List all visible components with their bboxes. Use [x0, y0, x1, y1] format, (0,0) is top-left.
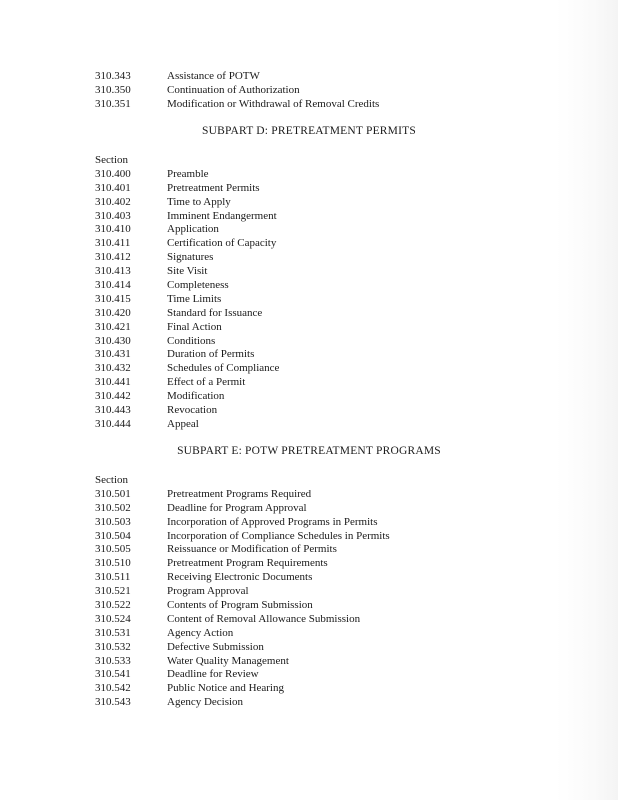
section-title: Public Notice and Hearing — [167, 682, 284, 695]
section-number: 310.502 — [95, 501, 131, 514]
section-title: Schedules of Compliance — [167, 362, 280, 375]
section-title: Completeness — [167, 279, 229, 292]
section-entry — [95, 571, 575, 585]
section-title: Duration of Permits — [167, 348, 255, 361]
section-number: 310.410 — [95, 223, 131, 236]
section-entry — [95, 696, 575, 710]
section-title: Final Action — [167, 320, 222, 333]
section-title: Appeal — [167, 417, 199, 430]
section-number: 310.350 — [95, 83, 131, 96]
section-entry — [95, 668, 575, 682]
section-entry — [95, 251, 575, 265]
section-entry — [95, 182, 575, 196]
section-number: 310.412 — [95, 251, 131, 264]
section-entry — [95, 613, 575, 627]
section-title: Content of Removal Allowance Submission — [167, 612, 361, 625]
section-column-label: Section — [95, 154, 128, 166]
section-entry — [95, 362, 575, 376]
section-title: Application — [167, 223, 219, 236]
section-number: 310.414 — [95, 279, 131, 292]
section-title: Revocation — [167, 404, 218, 417]
section-number: 310.501 — [95, 487, 131, 500]
section-number: 310.532 — [95, 640, 131, 653]
section-title: Standard for Issuance — [167, 306, 263, 319]
section-entry — [95, 265, 575, 279]
section-title: Pretreatment Programs Required — [167, 487, 312, 500]
section-title: Deadline for Review — [167, 668, 259, 681]
section-title: Pretreatment Program Requirements — [167, 557, 328, 570]
section-number: 310.401 — [95, 181, 131, 194]
section-title: Time to Apply — [167, 195, 231, 208]
section-entry — [95, 502, 575, 516]
section-number: 310.504 — [95, 529, 131, 542]
section-entry — [95, 530, 575, 544]
section-title: Agency Action — [167, 626, 234, 639]
section-title: Site Visit — [167, 265, 208, 278]
section-title: Signatures — [167, 251, 214, 264]
section-entry — [95, 196, 575, 210]
section-number: 310.522 — [95, 599, 131, 612]
section-entry — [95, 488, 575, 502]
section-number: 310.421 — [95, 320, 131, 333]
section-number: 310.521 — [95, 585, 131, 598]
section-title: Assistance of POTW — [167, 70, 260, 82]
section-title: Certification of Capacity — [167, 237, 277, 250]
section-number: 310.443 — [95, 404, 131, 417]
section-title: Conditions — [167, 334, 216, 347]
section-entry — [95, 585, 575, 599]
section-number: 310.531 — [95, 626, 131, 639]
subpart-d-section-list — [95, 154, 575, 432]
subpart-e-heading: SUBPART E: POTW PRETREATMENT PROGRAMS — [177, 445, 441, 457]
subpart-d-heading: SUBPART D: PRETREATMENT PERMITS — [202, 125, 416, 137]
section-number: 310.505 — [95, 543, 131, 556]
section-number: 310.411 — [95, 237, 131, 250]
section-entry — [95, 307, 575, 321]
section-title: Incorporation of Compliance Schedules in Permits — [167, 529, 390, 542]
section-title: Contents of Program Submission — [167, 599, 313, 612]
section-title: Time Limits — [167, 292, 222, 305]
section-column-label: Section — [95, 474, 128, 486]
section-entry — [95, 404, 575, 418]
section-entry — [95, 655, 575, 669]
section-number: 310.400 — [95, 167, 131, 180]
section-entry — [95, 293, 575, 307]
section-number: 310.442 — [95, 390, 131, 403]
section-title: Receiving Electronic Documents — [167, 571, 313, 584]
section-title: Agency Decision — [167, 696, 244, 709]
section-number: 310.533 — [95, 654, 131, 667]
section-number: 310.420 — [95, 306, 131, 319]
section-number: 310.351 — [95, 97, 131, 110]
section-title: Preamble — [167, 167, 209, 180]
intro-section-list — [95, 70, 575, 112]
section-entry — [95, 98, 575, 112]
section-entry — [95, 516, 575, 530]
section-number: 310.444 — [95, 417, 131, 430]
section-title: Continuation of Authorization — [167, 83, 300, 96]
section-entry — [95, 279, 575, 293]
section-number: 310.510 — [95, 557, 131, 570]
section-title: Defective Submission — [167, 640, 264, 653]
section-title: Deadline for Program Approval — [167, 501, 307, 514]
section-number: 310.413 — [95, 265, 131, 278]
section-entry — [95, 348, 575, 362]
section-title: Incorporation of Approved Programs in Permits — [167, 515, 378, 528]
section-entry — [95, 237, 575, 251]
section-number: 310.543 — [95, 696, 131, 709]
section-entry — [95, 390, 575, 404]
section-entry — [95, 84, 575, 98]
section-entry — [95, 599, 575, 613]
section-entry — [95, 557, 575, 571]
section-title: Reissuance or Modification of Permits — [167, 543, 337, 556]
section-entry — [95, 641, 575, 655]
section-title: Effect of a Permit — [167, 376, 246, 389]
section-entry — [95, 168, 575, 182]
section-entry — [95, 543, 575, 557]
section-number: 310.503 — [95, 515, 131, 528]
section-number: 310.511 — [95, 571, 131, 584]
section-entry — [95, 321, 575, 335]
section-number: 310.441 — [95, 376, 131, 389]
section-title: Program Approval — [167, 585, 249, 598]
section-title: Imminent Endangerment — [167, 209, 277, 222]
section-number: 310.432 — [95, 362, 131, 375]
section-number: 310.403 — [95, 209, 131, 222]
section-entry — [95, 627, 575, 641]
section-title: Water Quality Management — [167, 654, 289, 667]
section-entry — [95, 682, 575, 696]
section-entry — [95, 376, 575, 390]
section-number: 310.524 — [95, 612, 131, 625]
section-number: 310.541 — [95, 668, 131, 681]
subpart-e-section-list — [95, 474, 575, 710]
section-entry — [95, 335, 575, 349]
section-number: 310.430 — [95, 334, 131, 347]
section-number: 310.431 — [95, 348, 131, 361]
section-entry — [95, 418, 575, 432]
section-entry — [95, 223, 575, 237]
section-number: 310.415 — [95, 292, 131, 305]
section-title: Modification or Withdrawal of Removal Credits — [167, 97, 380, 110]
section-title: Pretreatment Permits — [167, 181, 260, 194]
section-entry — [95, 210, 575, 224]
section-entry — [95, 70, 575, 84]
section-number: 310.542 — [95, 682, 131, 695]
section-number: 310.343 — [95, 70, 131, 82]
section-number: 310.402 — [95, 195, 131, 208]
section-title: Modification — [167, 390, 225, 403]
